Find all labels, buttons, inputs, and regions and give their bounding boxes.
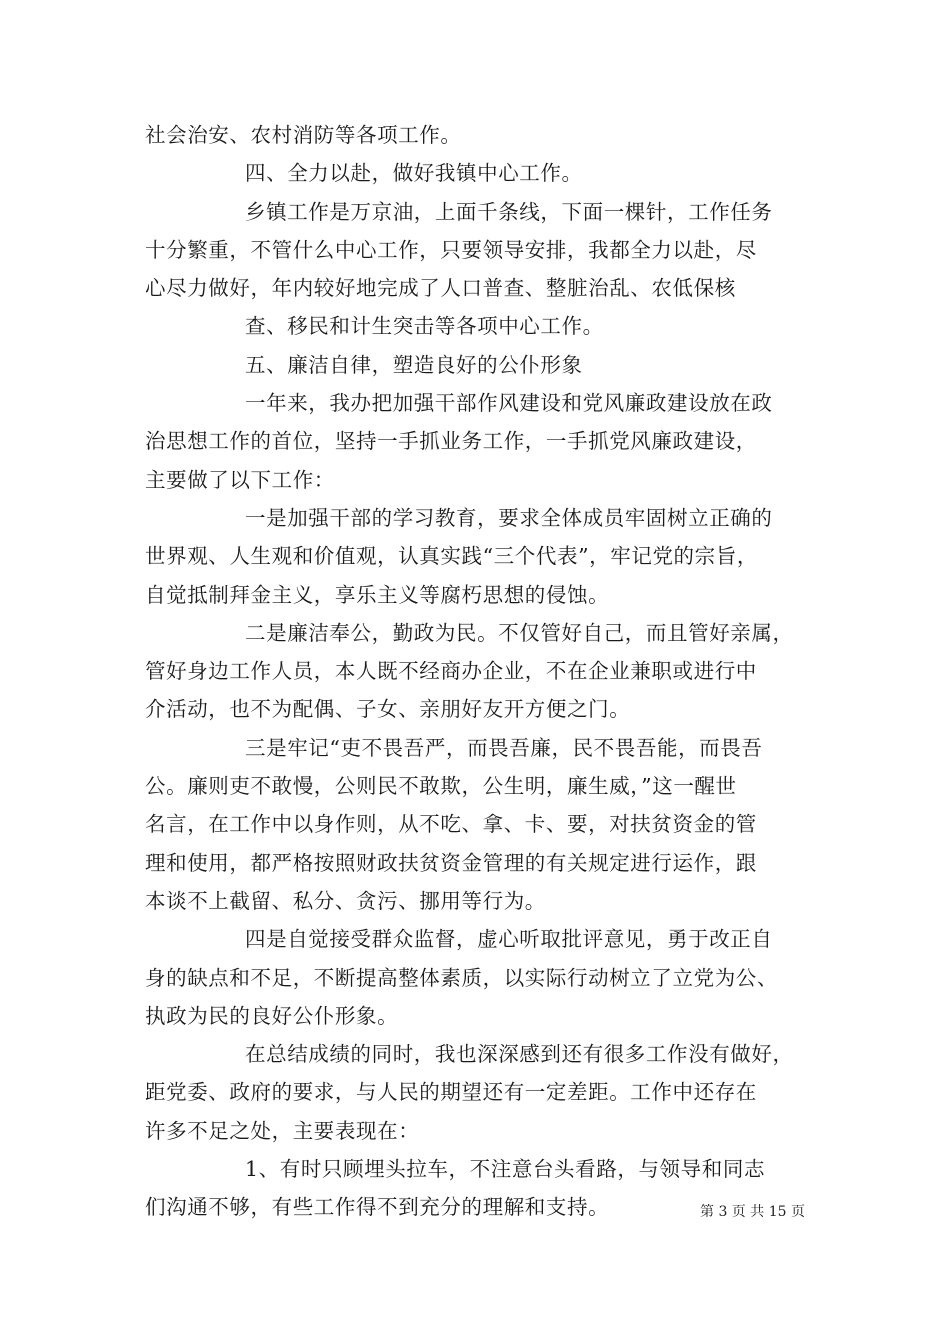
text-line: 在总结成绩的同时，我也深深感到还有很多工作没有做好， xyxy=(245,1042,794,1067)
text-line: 社会治安、农村消防等各项工作。 xyxy=(145,123,462,147)
text-line: 五、廉洁自律，塑造良好的公仆形象 xyxy=(245,352,583,377)
text-line: 世界观、人生观和价值观，认真实践“三个代表”，牢记党的宗旨， xyxy=(145,544,758,569)
document-body xyxy=(145,116,815,1227)
text-line: 执政为民的良好公仆形象。 xyxy=(145,1003,399,1028)
text-line: 乡镇工作是万京油，上面千条线，下面一棵针，工作任务 xyxy=(245,199,773,224)
text-line: 四、全力以赴，做好我镇中心工作。 xyxy=(245,161,583,186)
text-line: 一是加强干部的学习教育，要求全体成员牢固树立正确的 xyxy=(245,505,773,530)
text-line: 管好身边工作人员，本人既不经商办企业，不在企业兼职或进行中 xyxy=(145,659,757,684)
text-line: 心尽力做好，年内较好地完成了人口普查、整脏治乱、农低保核 xyxy=(145,276,736,301)
text-line: 一年来，我办把加强干部作风建设和党风廉政建设放在政 xyxy=(245,391,773,416)
text-line: 1、有时只顾埋头拉车，不注意台头看路，与领导和同志 xyxy=(245,1157,766,1182)
text-line: 公。廉则吏不敢慢，公则民不敢欺，公生明，廉生威，”这一醒世 xyxy=(145,774,737,799)
text-line: 二是廉洁奉公，勤政为民。不仅管好自己，而且管好亲属， xyxy=(245,620,794,645)
text-line: 四是自觉接受群众监督，虚心听取批评意见，勇于改正自 xyxy=(245,927,773,952)
text-line: 们沟通不够，有些工作得不到充分的理解和支持。 xyxy=(145,1195,610,1220)
text-line: 理和使用，都严格按照财政扶贫资金管理的有关规定进行运作，跟 xyxy=(145,850,757,875)
text-line: 名言，在工作中以身作则，从不吃、拿、卡、要，对扶贫资金的管 xyxy=(145,812,757,837)
text-line: 三是牢记“吏不畏吾严，而畏吾廉，民不畏吾能，而畏吾 xyxy=(245,735,763,760)
text-line: 查、移民和计生突击等各项中心工作。 xyxy=(245,314,604,339)
text-line: 十分繁重，不管什么中心工作，只要领导安排，我都全力以赴，尽 xyxy=(145,237,757,262)
text-line: 本谈不上截留、私分、贪污、挪用等行为。 xyxy=(145,888,546,913)
text-line: 自觉抵制拜金主义，享乐主义等腐朽思想的侵蚀。 xyxy=(145,582,610,607)
text-line: 许多不足之处，主要表现在： xyxy=(145,1118,420,1143)
text-line: 介活动，也不为配偶、子女、亲朋好友开方便之门。 xyxy=(145,697,631,722)
text-line: 治思想工作的首位，坚持一手抓业务工作，一手抓党风廉政建设， xyxy=(145,429,757,454)
text-line: 主要做了以下工作： xyxy=(145,467,335,492)
text-line: 身的缺点和不足，不断提高整体素质，以实际行动树立了立党为公、 xyxy=(145,965,778,990)
page-number: 第 3 页 共 15 页 xyxy=(700,1204,805,1220)
text-line: 距党委、政府的要求，与人民的期望还有一定差距。工作中还存在 xyxy=(145,1080,757,1105)
